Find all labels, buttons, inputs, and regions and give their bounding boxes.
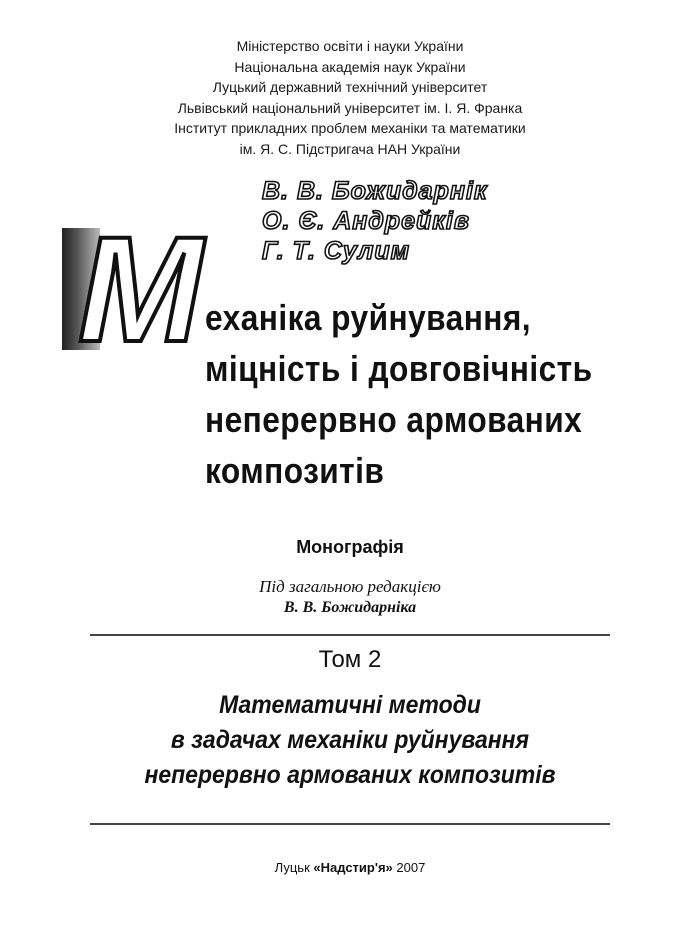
institution-line: Луцький державний технічний університет [212, 79, 488, 95]
volume-subtitle [0, 688, 700, 793]
author-name: Г. Т. Сулим [262, 237, 411, 265]
author-name: В. В. Божидарнік [262, 177, 488, 205]
editor-note: Під загальною редакцією [259, 577, 441, 596]
authors-block [262, 176, 562, 266]
book-title [205, 292, 619, 496]
institutions-block [0, 36, 700, 159]
title-line: композитів [205, 450, 385, 491]
bottom-divider [90, 823, 610, 825]
institution-line: Міністерство освіти і науки України [236, 38, 464, 54]
title-initial-graphic [60, 205, 203, 373]
publisher-name: «Надстир'я» [313, 860, 393, 875]
subtitle-line: в задачах механіки руйнування [170, 726, 530, 754]
top-divider [90, 634, 610, 636]
institution-line: Інститут прикладних проблем механіки та математики [174, 120, 526, 136]
subtitle-line: неперервно армованих композитів [144, 761, 556, 789]
title-line: еханіка руйнування, [205, 297, 532, 338]
imprint [0, 860, 700, 875]
editor-name: В. В. Божидарніка [283, 599, 417, 616]
volume-label: Том 2 [318, 646, 382, 673]
genre-label: Монографія [296, 537, 404, 557]
author-name: О. Є. Андрейків [262, 207, 470, 235]
title-initial: М [78, 205, 203, 373]
publication-year: 2007 [396, 860, 426, 875]
subtitle-line: Математичні методи [219, 691, 481, 719]
title-line: міцність і довговічність [205, 348, 593, 389]
title-line: неперервно армованих [205, 399, 583, 440]
institution-line: ім. Я. С. Підстригача НАН України [239, 140, 461, 157]
institution-line: Національна академія наук України [234, 58, 466, 75]
publisher-city: Луцьк [274, 860, 310, 875]
institution-line: Львівський національний університет ім. І. Я. Франка [177, 99, 523, 116]
